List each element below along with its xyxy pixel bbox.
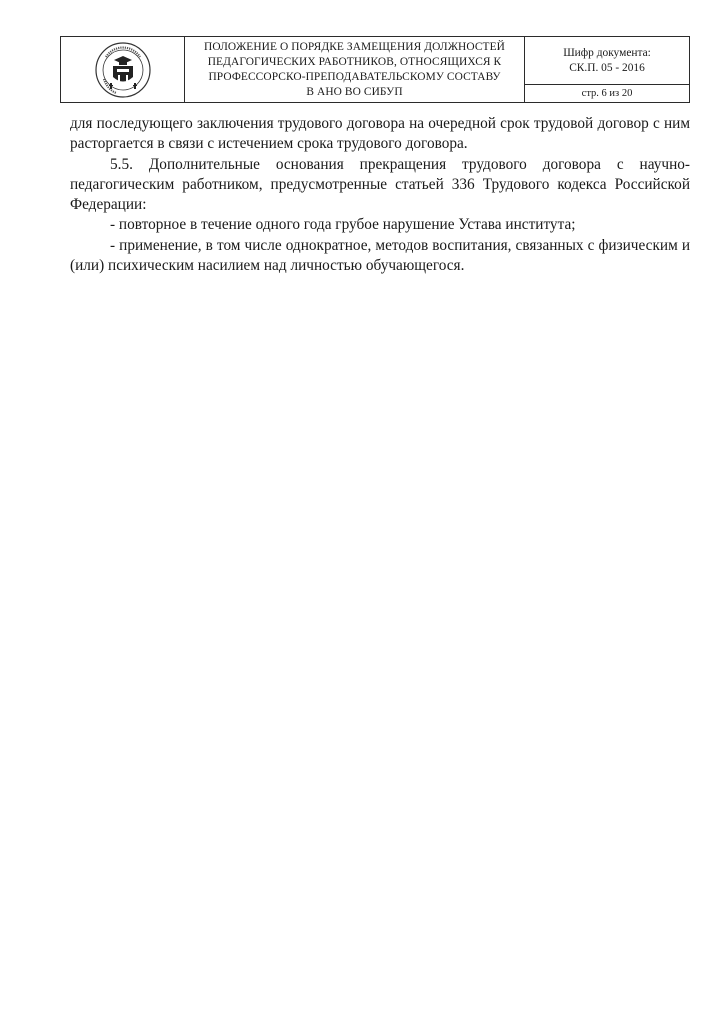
title-line-1: ПОЛОЖЕНИЕ О ПОРЯДКЕ ЗАМЕЩЕНИЯ ДОЛЖНОСТЕЙ — [204, 40, 505, 53]
document-code-cell — [525, 37, 689, 102]
title-line-4: В АНО ВО СИБУП — [306, 85, 403, 98]
title-line-2: ПЕДАГОГИЧЕСКИХ РАБОТНИКОВ, ОТНОСЯЩИХСЯ К — [207, 55, 502, 68]
document-title — [185, 37, 525, 102]
logo-cell — [61, 37, 185, 102]
code-value: СК.П. 05 - 2016 — [569, 61, 645, 74]
institution-emblem-icon — [94, 41, 152, 99]
document-header — [60, 36, 690, 103]
paragraph-1: для последующего заключения трудового договора на очередной срок трудовой договор с ним расторгается в связи с истечением срока трудового договора. — [70, 115, 691, 153]
code-label: Шифр документа: — [563, 46, 651, 59]
document-code — [525, 37, 689, 85]
title-line-3: ПРОФЕССОРСКО-ПРЕПОДАВАТЕЛЬСКОМУ СОСТАВУ — [208, 70, 501, 83]
document-body — [70, 114, 690, 276]
page-number: стр. 6 из 20 — [581, 88, 633, 99]
list-item-2: - применение, в том числе однократное, методов воспитания, связанных с физическим и (или) психическим насилием над личностью обучающегося. — [70, 236, 691, 275]
paragraph-5-5: 5.5. Дополнительные основания прекращения трудового договора с научно- педагогическим работником, предусмотренные статьей 336 Трудового кодекса Российской Федерации: — [70, 155, 691, 214]
list-item-1: - повторное в течение одного года грубое нарушение Устава института; — [110, 216, 576, 234]
